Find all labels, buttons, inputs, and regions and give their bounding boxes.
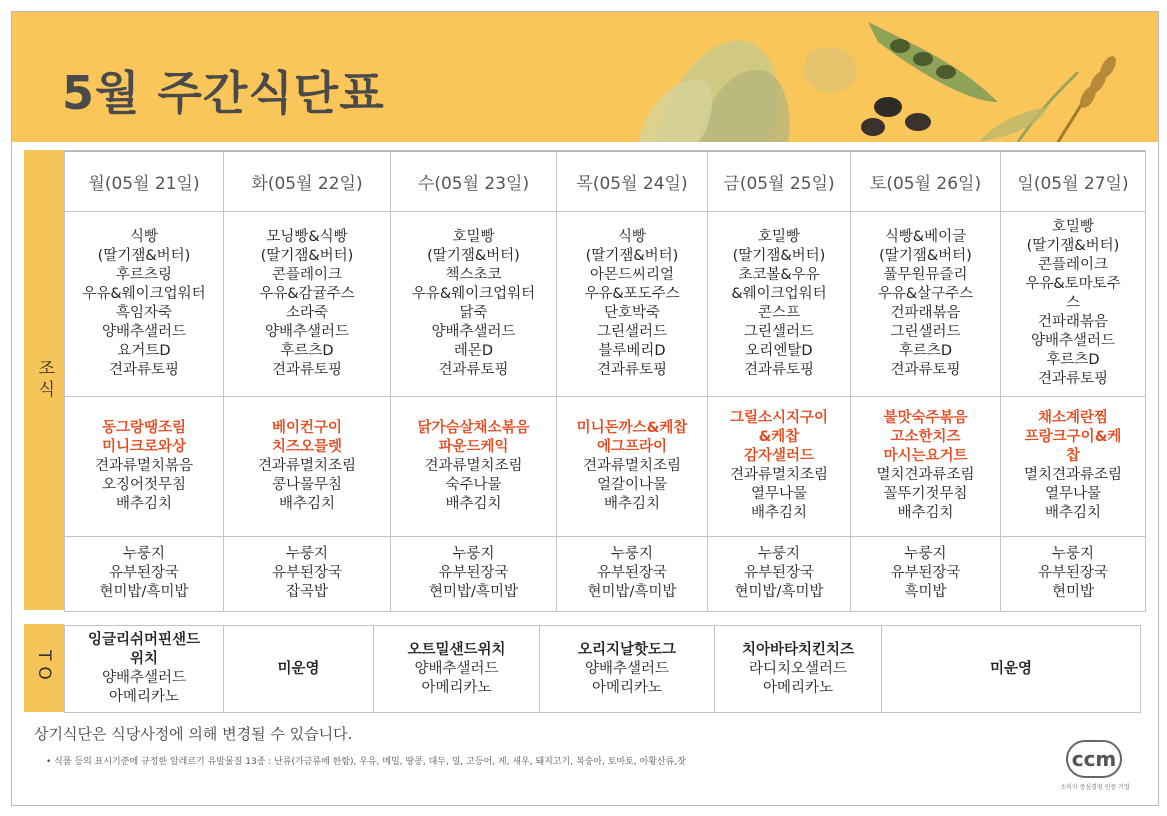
menu-item: 누룽지 — [757, 546, 801, 562]
menu-item: 배추김치 — [445, 495, 502, 512]
takeout-main-item: 오트밀샌드위치 — [407, 641, 506, 658]
menu-item: 숙주나물 — [445, 476, 502, 493]
day-header: 토(05월 26일) — [851, 151, 1001, 211]
menu-item: 양배추샐러드 — [414, 660, 499, 677]
main-menu-row — [65, 211, 1146, 396]
menu-item: 건파래볶음 — [1037, 314, 1109, 330]
menu-item: 그린샐러드 — [890, 323, 961, 340]
menu-item: 양배추샐러드 — [1030, 333, 1116, 349]
takeout-cell — [224, 626, 374, 713]
breakfast-label-text: 조식 — [34, 359, 55, 401]
menu-item: 레몬D — [453, 342, 494, 359]
takeout-cell — [374, 626, 540, 713]
menu-cell — [1001, 536, 1146, 611]
menu-item: &웨이크업워터 — [731, 285, 827, 302]
day-header: 목(05월 24일) — [557, 151, 708, 211]
menu-item: 우유&토마토주 — [1025, 276, 1121, 292]
menu-item: (딸기잼&버터) — [260, 247, 354, 264]
takeout-label — [24, 624, 64, 712]
menu-item: 스 — [1065, 295, 1080, 311]
menu-item: (딸기잼&버터) — [427, 247, 520, 264]
menu-item: 아메리카노 — [108, 689, 180, 705]
menu-item: 견과류멸치조림 — [424, 457, 523, 474]
menu-item: 잡곡밥 — [285, 584, 329, 600]
menu-item: 배추김치 — [278, 495, 336, 512]
menu-item: 풀무원뮤즐리 — [883, 266, 968, 283]
takeout-cell — [882, 626, 1141, 713]
highlight-dish: &케찹 — [758, 429, 800, 445]
takeout-label-text: TO — [34, 650, 55, 686]
takeout-main-item: 미운영 — [277, 660, 320, 677]
menu-item: 콘플레이크 — [1037, 257, 1109, 273]
menu-item: 모닝빵&식빵 — [266, 228, 348, 245]
menu-item: 현미밥/흑미밥 — [587, 584, 677, 600]
menu-item: 배추김치 — [1044, 505, 1102, 521]
menu-item: 견과류토핑 — [743, 361, 815, 378]
highlight-dish: 고소한치즈 — [890, 429, 961, 445]
menu-item: 누룽지 — [452, 546, 495, 562]
soup-rice-row — [65, 536, 1146, 611]
menu-item: 아메리카노 — [421, 679, 492, 696]
menu-item: 콘플레이크 — [271, 266, 343, 283]
menu-item: 견과류토핑 — [1037, 371, 1109, 387]
menu-item: 후르츠D — [1046, 352, 1100, 368]
menu-item: 견과류토핑 — [596, 361, 668, 378]
takeout-main-item: 오리지날핫도그 — [577, 641, 677, 658]
menu-cell — [65, 211, 224, 396]
menu-item: 견과류토핑 — [271, 361, 343, 378]
menu-item: 유부된장국 — [108, 565, 180, 581]
menu-item: 양배추샐러드 — [431, 323, 516, 340]
menu-item: 양배추샐러드 — [264, 323, 350, 340]
day-header: 일(05월 27일) — [1001, 151, 1146, 211]
takeout-main-item: 치아바타치킨치즈 — [741, 641, 855, 658]
menu-item: (딸기잼&버터) — [97, 247, 191, 264]
menu-item: 호밀빵 — [452, 228, 495, 245]
menu-item: 단호박죽 — [603, 304, 661, 321]
takeout-cell — [540, 626, 715, 713]
menu-item: 누룽지 — [904, 546, 947, 562]
menu-item: 초코볼&우유 — [738, 266, 820, 283]
highlight-dish: 미니돈까스&케찹 — [576, 419, 688, 436]
ccm-logo — [1066, 740, 1122, 778]
side-dish-row — [65, 396, 1146, 536]
menu-cell — [557, 396, 708, 536]
menu-cell — [224, 536, 391, 611]
menu-cell — [851, 211, 1001, 396]
menu-cell — [851, 536, 1001, 611]
menu-item: 누룽지 — [610, 546, 654, 562]
menu-item: 호밀빵 — [1051, 219, 1095, 235]
ccm-logo-mark: ccm — [1066, 740, 1122, 778]
menu-item: 식빵&베이글 — [884, 228, 967, 245]
menu-cell — [851, 396, 1001, 536]
menu-cell — [708, 396, 851, 536]
menu-item: 양배추샐러드 — [101, 670, 187, 686]
takeout-main-item: 위치 — [129, 651, 158, 667]
menu-item: 유부된장국 — [1037, 565, 1109, 581]
highlight-dish: 베이컨구이 — [271, 419, 343, 436]
menu-item: 라디치오샐러드 — [748, 660, 848, 677]
menu-cell — [557, 536, 708, 611]
highlight-dish: 감자샐러드 — [743, 448, 815, 464]
takeout-main-item: 미운영 — [989, 660, 1033, 677]
menu-item: (딸기잼&버터) — [879, 247, 972, 264]
menu-cell — [224, 396, 391, 536]
menu-item: 유부된장국 — [271, 565, 343, 581]
menu-item: 누룽지 — [122, 546, 166, 562]
menu-item: 양배추샐러드 — [584, 660, 670, 677]
menu-item: 유부된장국 — [890, 565, 961, 581]
menu-item: 배추김치 — [750, 505, 808, 521]
menu-item: 호밀빵 — [757, 228, 801, 245]
ccm-caption: 소비자 중심경영 인증 기업 — [1060, 784, 1130, 791]
menu-item: 아메리카노 — [591, 679, 663, 696]
menu-cell — [391, 536, 557, 611]
menu-item: 오징어젓무침 — [101, 476, 187, 493]
menu-item: 아메리카노 — [762, 679, 834, 696]
menu-item: 꼴뚜기젓무침 — [883, 486, 968, 502]
menu-item: 우유&감귤주스 — [259, 285, 355, 302]
day-header: 월(05월 21일) — [65, 151, 224, 211]
menu-item: 멸치견과류조림 — [1023, 467, 1123, 483]
menu-cell — [65, 536, 224, 611]
highlight-dish: 치즈오믈렛 — [271, 438, 343, 455]
menu-item: 견과류멸치볶음 — [94, 457, 194, 474]
menu-item: 멸치견과류조림 — [876, 467, 975, 483]
menu-cell — [1001, 396, 1146, 536]
menu-item: 얼갈이나물 — [596, 476, 668, 493]
menu-item: 현미밥/흑미밥 — [734, 584, 824, 600]
menu-item: 현미밥/흑미밥 — [429, 584, 518, 600]
menu-item: 열무나물 — [750, 486, 808, 502]
takeout-row — [65, 626, 1141, 713]
menu-item: 흑임자죽 — [115, 304, 173, 321]
menu-item: 우유&웨이크업워터 — [411, 285, 536, 302]
menu-item: 현미밥 — [1051, 584, 1095, 600]
change-notice: 상기식단은 식당사정에 의해 변경될 수 있습니다. — [34, 725, 353, 743]
highlight-dish: 프랑크구이&케 — [1024, 429, 1122, 445]
menu-item: 콘스프 — [757, 304, 801, 321]
menu-item: 후르츠링 — [115, 266, 173, 283]
menu-item: (딸기잼&버터) — [732, 247, 826, 264]
day-header: 수(05월 23일) — [391, 151, 557, 211]
menu-cell — [1001, 211, 1146, 396]
highlight-dish: 닭가슴살채소볶음 — [417, 419, 530, 436]
day-header: 화(05월 22일) — [224, 151, 391, 211]
menu-item: 식빵 — [129, 228, 158, 245]
page-title: 5월 주간식단표 — [62, 66, 385, 120]
menu-item: 블루베리D — [598, 342, 666, 359]
header-banner — [12, 12, 1158, 142]
menu-item: 후르츠D — [280, 342, 334, 359]
takeout-cell — [65, 626, 224, 713]
breakfast-label — [24, 150, 64, 610]
menu-cell — [557, 211, 708, 396]
menu-item: 아몬드씨리얼 — [589, 266, 675, 283]
menu-cell — [224, 211, 391, 396]
menu-item: 견과류토핑 — [890, 361, 961, 378]
highlight-dish: 마시는요거트 — [883, 448, 968, 464]
menu-item: 배추김치 — [897, 505, 954, 521]
menu-item: 견과류토핑 — [108, 361, 180, 378]
highlight-dish: 찹 — [1065, 448, 1080, 464]
day-header: 금(05월 25일) — [708, 151, 851, 211]
menu-item: 유부된장국 — [743, 565, 815, 581]
takeout-menu-table — [64, 625, 1141, 713]
menu-item: 견과류멸치조림 — [729, 467, 829, 483]
highlight-dish: 에그프라이 — [596, 438, 668, 455]
menu-cell — [708, 211, 851, 396]
menu-item: 식빵 — [617, 228, 646, 245]
takeout-cell — [715, 626, 882, 713]
menu-item: 누룽지 — [285, 546, 329, 562]
menu-item: 닭죽 — [459, 304, 488, 321]
menu-item: 유부된장국 — [596, 565, 668, 581]
menu-item: 양배추샐러드 — [101, 323, 187, 340]
menu-item: 우유&살구주스 — [877, 285, 974, 302]
menu-item: 그린샐러드 — [596, 323, 668, 340]
menu-item: 콩나물무침 — [271, 476, 343, 493]
menu-item: 배추김치 — [603, 495, 661, 512]
highlight-dish: 미니크로와상 — [101, 438, 187, 455]
menu-item: 소라죽 — [285, 304, 329, 321]
menu-item: 견과류멸치조림 — [257, 457, 357, 474]
menu-cell — [65, 396, 224, 536]
menu-item: 오리엔탈D — [745, 342, 813, 359]
menu-item: 흑미밥 — [904, 584, 947, 600]
menu-item: (딸기잼&버터) — [1026, 238, 1120, 254]
menu-item: 그린샐러드 — [743, 323, 815, 340]
menu-cell — [708, 536, 851, 611]
takeout-main-item: 잉글리쉬머핀샌드 — [87, 632, 201, 648]
menu-cell — [391, 396, 557, 536]
menu-item: 열무나물 — [1044, 486, 1102, 502]
menu-item: 견과류멸치조림 — [582, 457, 682, 474]
menu-item: 요거트D — [117, 342, 171, 359]
menu-item: 건파래볶음 — [890, 304, 961, 321]
highlight-dish: 채소계란찜 — [1037, 410, 1109, 426]
menu-item: 현미밥/흑미밥 — [99, 584, 189, 600]
vegetable-illustration — [638, 12, 1158, 142]
highlight-dish: 동그랑땡조림 — [101, 419, 187, 436]
menu-item: 첵스초코 — [445, 266, 502, 283]
menu-item: 누룽지 — [1051, 546, 1095, 562]
highlight-dish: 불맛숙주볶음 — [883, 410, 968, 426]
menu-item: 유부된장국 — [438, 565, 509, 581]
menu-item: 우유&포도주스 — [584, 285, 680, 302]
menu-item: 견과류토핑 — [438, 361, 509, 378]
allergy-footnote: • 식품 등의 표시기준에 규정한 알레르기 유발물질 13종 : 난류(가금류에 한함), 우유, 메밀, 땅콩, 대두, 밀, 고등어, 게, 새우, 돼지고기, 복숭아, 토마토, 아황산류,잣 — [46, 757, 686, 767]
highlight-dish: 그릴소시지구이 — [729, 410, 829, 426]
menu-cell — [391, 211, 557, 396]
menu-item: 우유&웨이크업워터 — [82, 285, 206, 302]
breakfast-menu-table — [64, 150, 1146, 612]
menu-item: (딸기잼&버터) — [585, 247, 679, 264]
highlight-dish: 파운드케익 — [438, 438, 509, 455]
menu-item: 배추김치 — [115, 495, 173, 512]
menu-item: 후르츠D — [898, 342, 953, 359]
day-header-row — [65, 151, 1146, 211]
